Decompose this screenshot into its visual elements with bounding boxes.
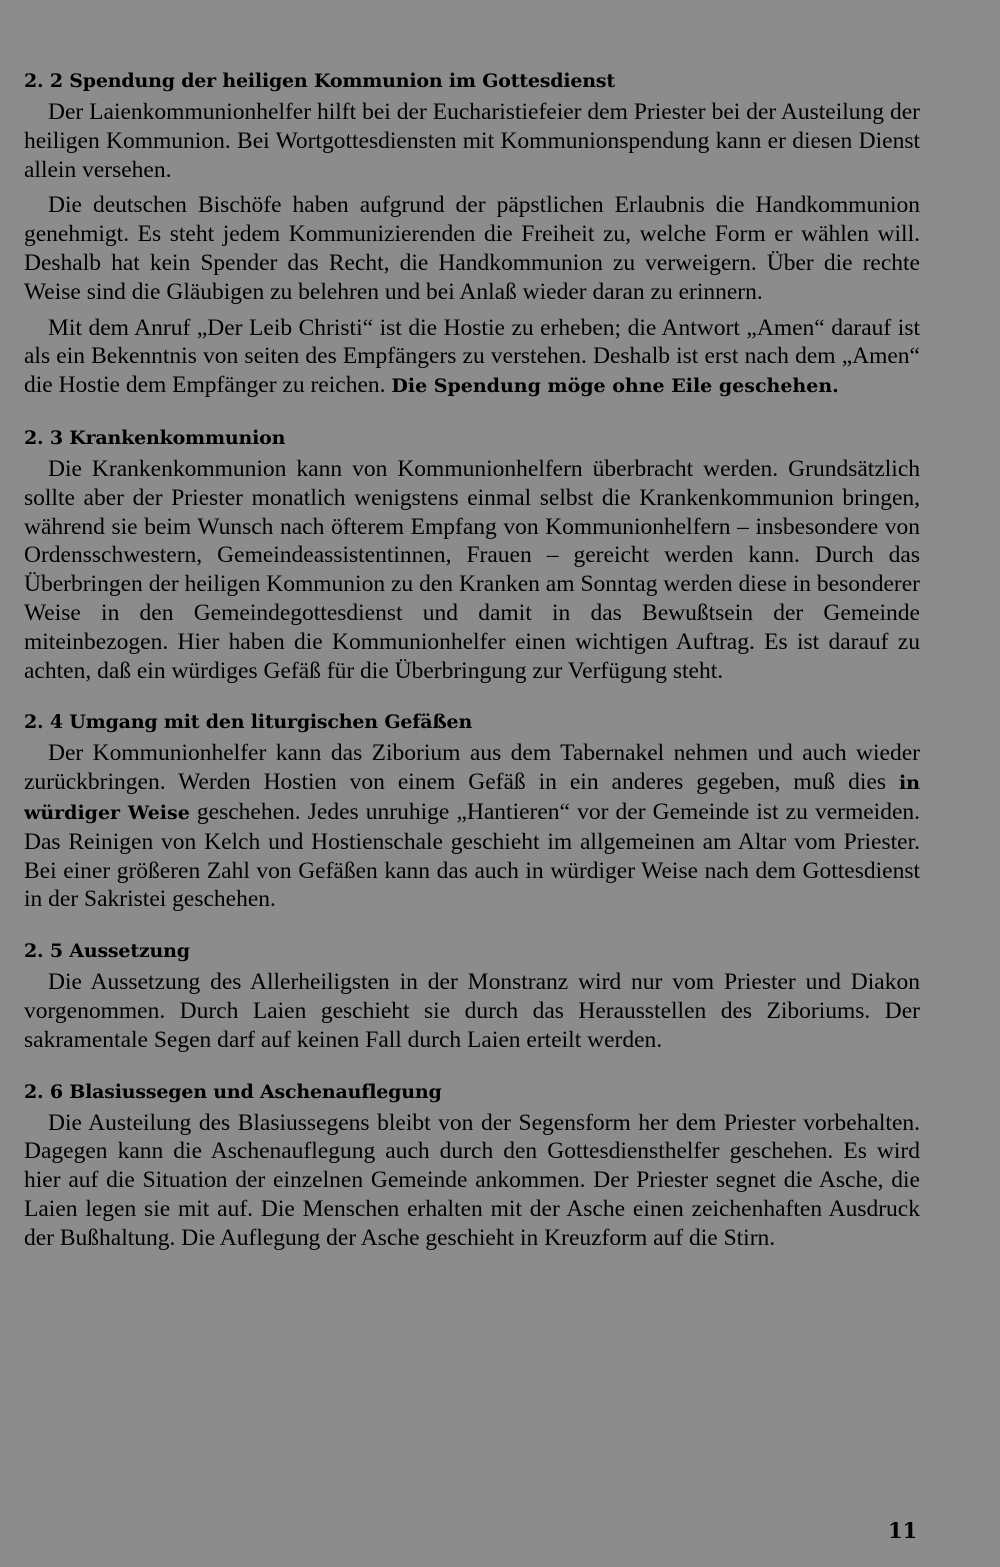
section-heading: 2. 4 Umgang mit den liturgischen Gefäßen [24, 711, 473, 734]
emphasis-text: in würdiger Weise [24, 772, 920, 824]
emphasis-text: Die Spendung möge ohne Eile geschehen. [391, 375, 839, 398]
body-text: Mit dem Anruf „Der Leib Christi“ ist die Hostie zu erheben; die Antwort „Amen“ darauf ist als ein Bekenntnis von seiten des Empfängers zu verstehen. Deshalb ist erst nach dem „Amen“ die Hostie dem Empfänger zu reichen. [24, 314, 920, 399]
page-number: 11 [888, 1518, 918, 1543]
body-text: Der Laienkommunionhelfer hilft bei der Eucharistiefeier dem Priester bei der Austeilung der heiligen Kommunion. Bei Wortgottesdiensten mit Kommunionspendung kann er diesen Dienst allein versehen. [24, 99, 920, 183]
section [24, 936, 920, 1054]
paragraph [24, 191, 920, 306]
paragraph [24, 314, 920, 401]
section-heading: 2. 2 Spendung der heiligen Kommunion im Gottesdienst [24, 70, 615, 92]
paragraph [24, 1109, 920, 1253]
section-heading: 2. 3 Krankenkommunion [24, 426, 286, 449]
section [24, 1077, 920, 1253]
body-text: geschehen. Jedes unruhige „Hantieren“ vor der Gemeinde ist zu vermeiden. Das Reinigen von Kelch und Hostienschale geschieht im allgemeinen am Altar vom Priester. Bei einer größeren Zahl von Gefäßen kann das auch in würdiger Weise nach dem Gottesdienst in der Sakristei geschehen. [24, 798, 920, 913]
paragraph [24, 739, 920, 914]
body-text: Die deutschen Bischöfe haben aufgrund der päpstlichen Erlaubnis die Handkommunion genehmigt. Es steht jedem Kommunizierenden die Freiheit zu, welche Form er wählen will. Deshalb hat kein Spender das Recht, die Handkommunion zu verweigern. Über die rechte Weise sind die Gläubigen zu belehren und bei Anlaß wieder daran zu erinnern. [24, 192, 920, 305]
section [24, 707, 920, 914]
body-text: Die Aussetzung des Allerheiligsten in der Monstranz wird nur vom Priester und Diakon vorgenommen. Durch Laien geschieht sie durch das Herausstellen des Ziboriums. Der sakramentale Segen darf auf keinen Fall durch Laien erteilt werden. [24, 969, 920, 1053]
section-heading: 2. 5 Aussetzung [24, 940, 190, 963]
paragraph [24, 98, 920, 184]
body-text: Die Krankenkommunion kann von Kommunionhelfern überbracht werden. Grundsätzlich sollte aber der Priester monatlich wenigstens einmal selbst die Krankenkommunion bringen, während sie beim Wunsch nach öfterem Empfang von Kommunionhelfern – insbesondere von Ordensschwestern, Gemeindeassistentinnen, Frauen – gereicht werden kann. Durch das Überbringen der heiligen Kommunion zu den Kranken am Sonntag werden diese in besonderer Weise in den Gemeindegottesdienst und damit in das Bewußtsein der Gemeinde miteinbezogen. Hier haben die Kommunionhelfer einen wichtigen Auftrag. Es ist darauf zu achten, daß ein würdiges Gefäß für die Überbringung zur Verfügung steht. [24, 455, 920, 684]
paragraph [24, 455, 920, 685]
document-page [24, 66, 920, 1275]
paragraph [24, 968, 920, 1054]
section [24, 423, 920, 685]
body-text: Der Kommunionhelfer kann das Ziborium aus dem Tabernakel nehmen und auch wieder zurückbringen. Werden Hostien von einem Gefäß in ein anderes gegeben, muß dies [24, 740, 920, 796]
body-text: Die Austeilung des Blasiussegens bleibt von der Segensform her dem Priester vorbehalten. Dagegen kann die Aschenauflegung auch durch den Gottesdiensthelfer geschehen. Es wird hier auf die Situation der einzelnen Gemeinde ankommen. Der Priester segnet die Asche, die Laien legen sie mit auf. Die Menschen erhalten mit der Asche einen zeichenhaften Ausdruck der Bußhaltung. Die Auflegung der Asche geschieht in Kreuzform auf die Stirn. [24, 1109, 920, 1251]
section [24, 66, 920, 401]
section-heading: 2. 6 Blasiussegen und Aschenauflegung [24, 1080, 442, 1103]
